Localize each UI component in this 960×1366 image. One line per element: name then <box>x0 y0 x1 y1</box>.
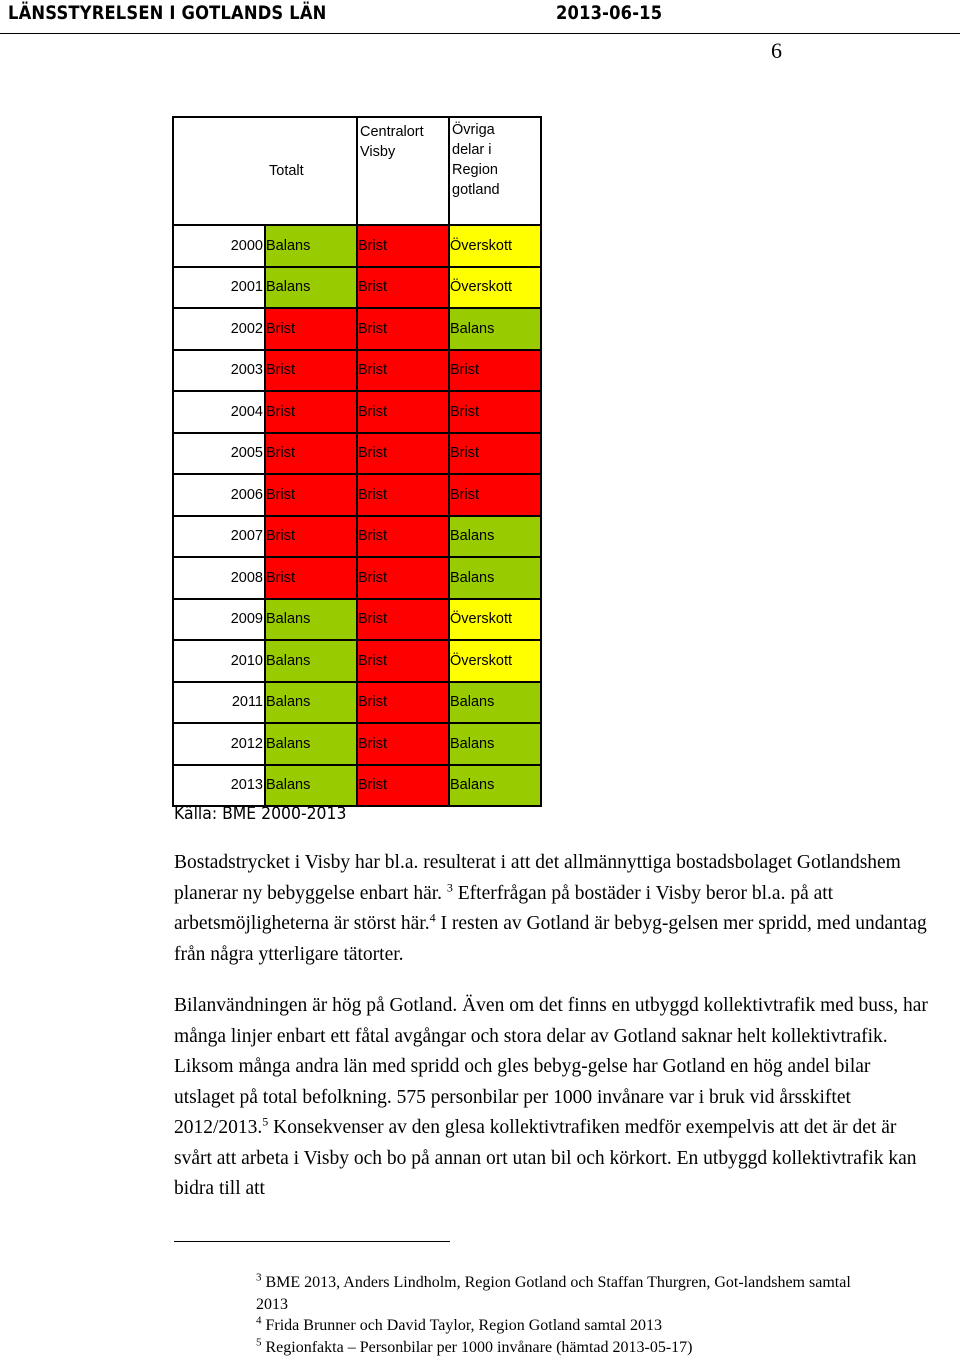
cell-visby: Brist <box>357 350 449 392</box>
cell-visby: Brist <box>357 599 449 641</box>
row-year: 2010 <box>173 640 265 682</box>
footnote-4: $^4$ Frida Brunner och David Taylor, Region Gotland samtal 2013 <box>256 1314 663 1334</box>
row-year: 2002 <box>173 308 265 350</box>
table-row <box>173 516 541 558</box>
table-row <box>173 765 541 807</box>
table-row <box>173 599 541 641</box>
table-row <box>173 267 541 309</box>
cell-visby: Brist <box>357 433 449 475</box>
cell-other-regions: Överskott <box>449 599 541 641</box>
cell-other-regions: Överskott <box>449 267 541 309</box>
cell-total: Brist <box>265 350 357 392</box>
footnote-3: $^3$ BME 2013, Anders Lindholm, Region Gotland och Staffan Thurgren, Got-landshem samtal 2013 <box>256 1271 851 1313</box>
cell-other-regions: Balans <box>449 308 541 350</box>
footnote-ref-3: 3 <box>446 880 453 894</box>
table-row <box>173 308 541 350</box>
cell-total: Brist <box>265 474 357 516</box>
table-row <box>173 682 541 724</box>
row-year: 2001 <box>173 267 265 309</box>
header-date: 2013-06-15 <box>556 2 663 24</box>
header-total: Totalt <box>173 117 357 225</box>
row-year: 2006 <box>173 474 265 516</box>
cell-visby: Brist <box>357 225 449 267</box>
cell-visby: Brist <box>357 474 449 516</box>
cell-other-regions: Balans <box>449 516 541 558</box>
cell-visby: Brist <box>357 308 449 350</box>
header-rule <box>0 33 960 34</box>
row-year: 2013 <box>173 765 265 807</box>
cell-total: Balans <box>265 765 357 807</box>
cell-total: Balans <box>265 267 357 309</box>
cell-visby: Brist <box>357 267 449 309</box>
table-row <box>173 640 541 682</box>
cell-other-regions: Brist <box>449 474 541 516</box>
cell-total: Brist <box>265 433 357 475</box>
cell-other-regions: Balans <box>449 723 541 765</box>
cell-total: Brist <box>265 516 357 558</box>
row-year: 2000 <box>173 225 265 267</box>
row-year: 2012 <box>173 723 265 765</box>
table-row <box>173 723 541 765</box>
cell-other-regions: Överskott <box>449 225 541 267</box>
cell-other-regions: Balans <box>449 557 541 599</box>
cell-total: Balans <box>265 723 357 765</box>
footnote-ref-4: 4 <box>429 910 436 925</box>
page-number: 6 <box>771 38 782 63</box>
table-row <box>173 225 541 267</box>
row-year: 2004 <box>173 391 265 433</box>
footnote-ref-5: 5 <box>262 1114 269 1129</box>
table-row <box>173 557 541 599</box>
row-year: 2005 <box>173 433 265 475</box>
header-organization: LÄNSSTYRELSEN I GOTLANDS LÄN <box>8 2 327 24</box>
row-year: 2003 <box>173 350 265 392</box>
paragraph-car-use: Bilanvändningen är hög på Gotland. Även om det finns en utbyggd kollektivtrafik med buss, har många linjer enbart ett fåtal avgångar och stora delar av Gotland saknar helt kollektivtrafik. Liksom många andra län med spridd och gles bebyg-gelse har Gotland en hög andel bilar utslaget på total befolkning. 575 personbilar per 1000 invånare var i bruk vid årsskiftet 2012/2013.$^5$ Konsekvenser av den glesa kollektivtrafiken medför exempelvis att det är det är svårt att arbeta i Visby och bo på annan ort utan bil och körkort. En utbyggd kollektivtrafik kan bidra till att <box>174 995 928 1199</box>
cell-visby: Brist <box>357 516 449 558</box>
row-year: 2007 <box>173 516 265 558</box>
cell-total: Balans <box>265 225 357 267</box>
cell-visby: Brist <box>357 640 449 682</box>
cell-other-regions: Överskott <box>449 640 541 682</box>
cell-total: Brist <box>265 308 357 350</box>
cell-total: Balans <box>265 682 357 724</box>
cell-total: Balans <box>265 640 357 682</box>
paragraph-housing: Bostadstrycket i Visby har bl.a. resulterat i att det allmännyttiga bostadsbolaget Gotlandshem planerar ny bebyggelse enbart här. $^3$ Efterfrågan på bostäder i Visby beror bl.a. på att arbetsmöjligheterna är störst här.$^4$ I resten av Gotland är bebyg-gelsen mer spridd, med undantag från några ytterligare tätorter. <box>174 852 927 965</box>
cell-visby: Brist <box>357 391 449 433</box>
header-other-regions: Övriga delar i Region gotland <box>449 117 541 225</box>
row-year: 2009 <box>173 599 265 641</box>
header-visby: Centralort Visby <box>357 117 449 225</box>
footnote-5: $^5$ Regionfakta – Personbilar per 1000 invånare (hämtad 2013-05-17) <box>256 1336 693 1356</box>
table-row <box>173 391 541 433</box>
cell-other-regions: Brist <box>449 350 541 392</box>
cell-visby: Brist <box>357 557 449 599</box>
table-row <box>173 474 541 516</box>
footnotes <box>256 1272 856 1358</box>
cell-other-regions: Brist <box>449 433 541 475</box>
cell-total: Brist <box>265 557 357 599</box>
table-header-row <box>173 117 541 225</box>
housing-market-table <box>172 116 542 807</box>
cell-other-regions: Brist <box>449 391 541 433</box>
row-year: 2008 <box>173 557 265 599</box>
row-year: 2011 <box>173 682 265 724</box>
table-row <box>173 350 541 392</box>
cell-visby: Brist <box>357 723 449 765</box>
table-source: Källa: BME 2000-2013 <box>174 804 347 824</box>
table-body <box>173 225 541 806</box>
table-row <box>173 433 541 475</box>
page-header <box>0 0 960 36</box>
cell-other-regions: Balans <box>449 765 541 807</box>
cell-total: Brist <box>265 391 357 433</box>
cell-visby: Brist <box>357 765 449 807</box>
cell-other-regions: Balans <box>449 682 541 724</box>
footnote-rule <box>174 1241 450 1242</box>
cell-visby: Brist <box>357 682 449 724</box>
cell-total: Balans <box>265 599 357 641</box>
